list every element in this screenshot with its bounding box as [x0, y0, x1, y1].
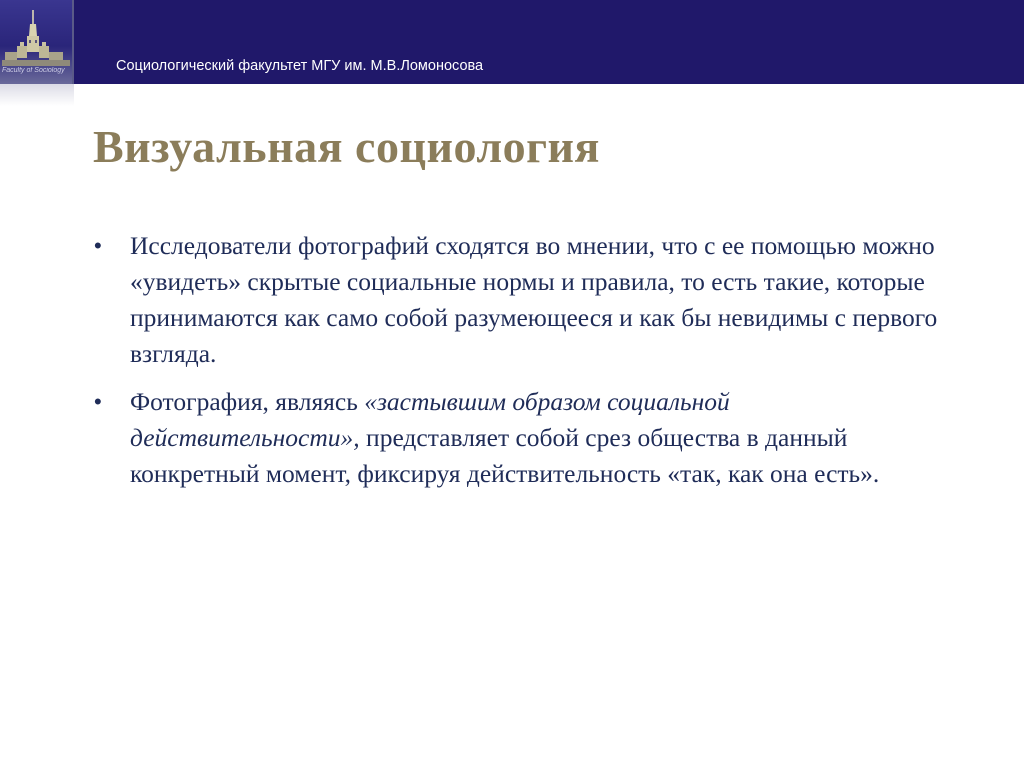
bullet-icon: • [94, 233, 102, 258]
bullet-icon: • [94, 389, 102, 414]
bullet-quote: «застывшим образом социальной действительности», [130, 387, 730, 452]
faculty-logo [0, 0, 72, 84]
bullet-item [88, 384, 948, 492]
bullet-list [88, 228, 948, 504]
bullet-text-tail: представляет собой срез общества в данный конкретный момент, фиксируя действительность «так, как она есть». [130, 423, 880, 488]
logo-caption: Faculty of Sociology [2, 67, 65, 74]
slide-title: Визуальная социология [93, 121, 600, 172]
logo-fade [0, 84, 74, 106]
header-divider [72, 0, 74, 84]
bullet-text-lead: Фотография, являясь [130, 387, 365, 416]
bullet-item [88, 228, 948, 372]
faculty-title: Социологический факультет МГУ им. М.В.Ломоносова [116, 58, 484, 74]
bullet-text: Исследователи фотографий сходятся во мнении, что с ее помощью можно «увидеть» скрытые социальные нормы и правила, то есть такие, которые принимаются как само собой разумеющееся и как бы невидимы с первого взгляда. [130, 231, 938, 368]
